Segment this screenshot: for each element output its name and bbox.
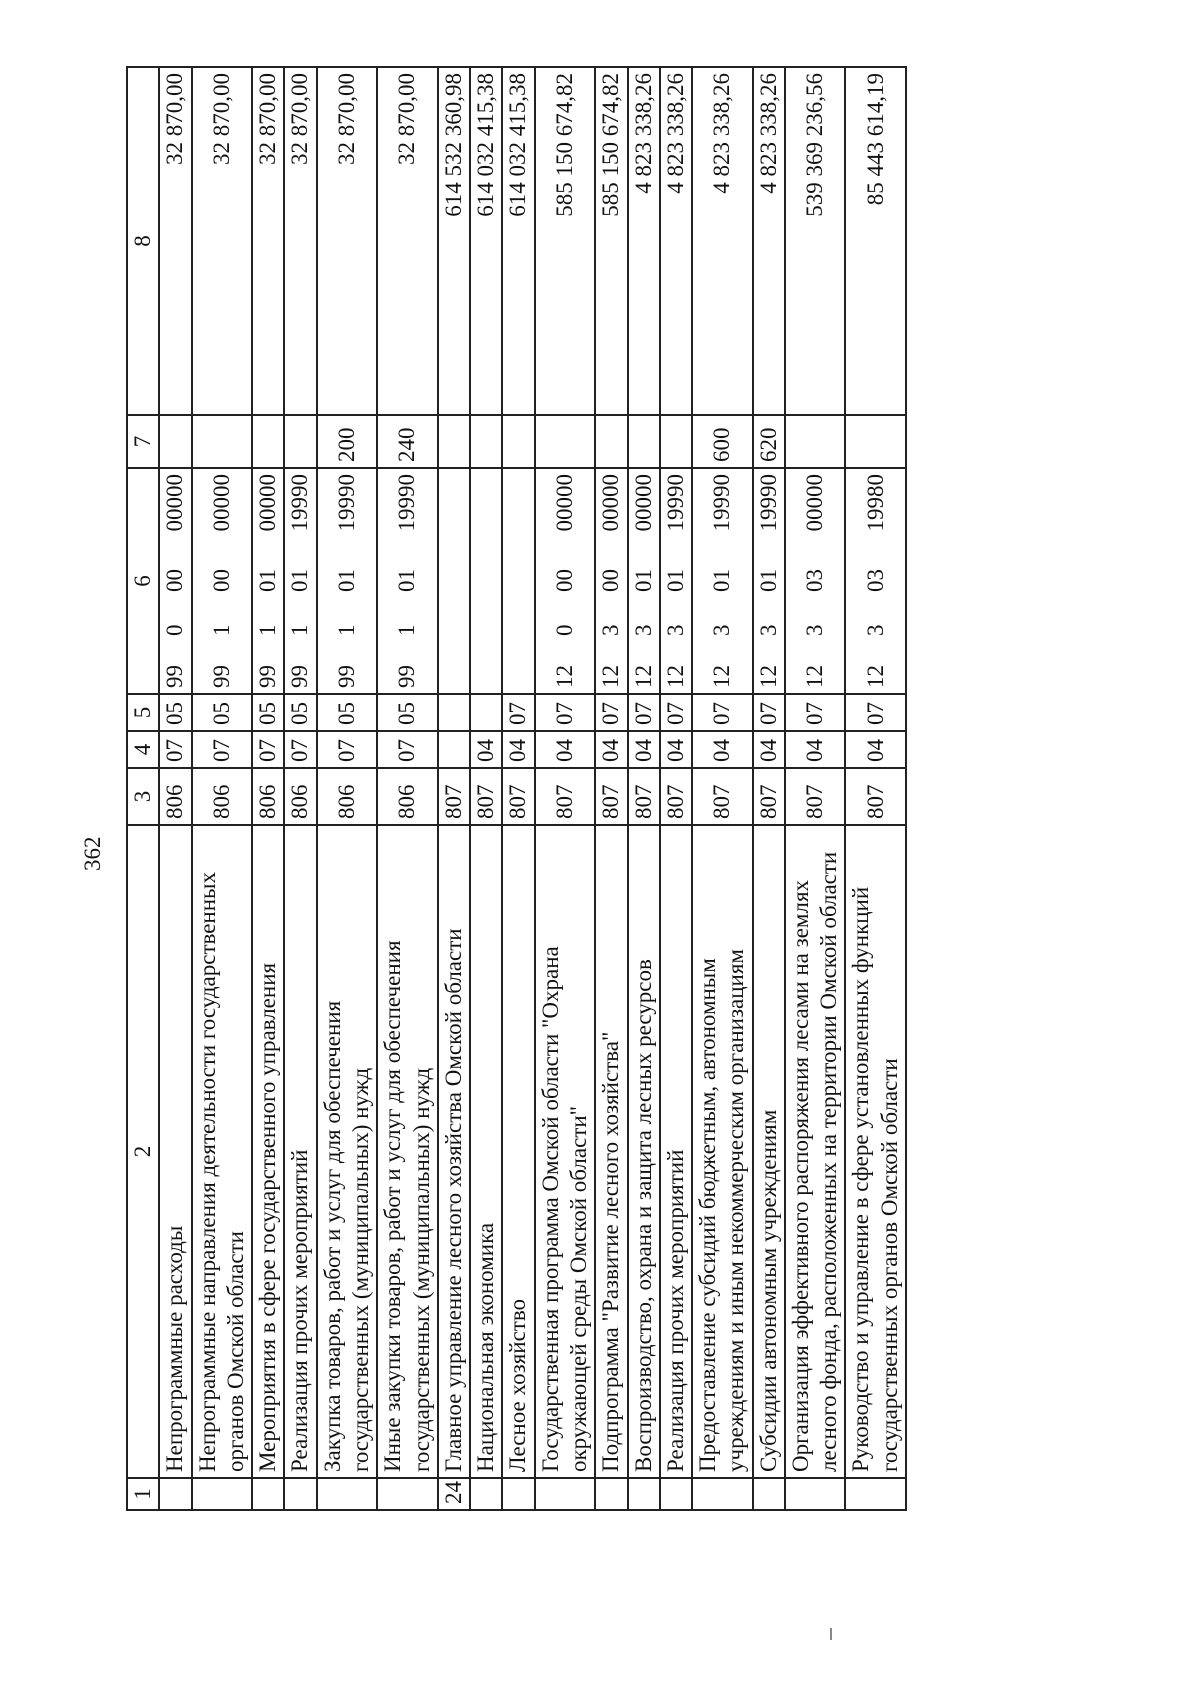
row-name: Реализация прочих мероприятий <box>284 825 316 1478</box>
section-code: 07 <box>159 731 191 768</box>
code-part: 03 <box>802 569 828 592</box>
code-part: 99 <box>333 665 359 688</box>
subsection-code: 07 <box>785 694 846 731</box>
target-article-code <box>660 468 692 694</box>
code-part: 3 <box>630 624 656 636</box>
code-part: 00 <box>598 569 624 592</box>
section-code: 04 <box>785 731 846 768</box>
code-part: 01 <box>662 569 688 592</box>
code-part: 0 <box>551 624 577 636</box>
row-name: Субсидии автономным учреждениям <box>753 825 785 1478</box>
code-part: 99 <box>162 665 188 688</box>
ministry-code: 806 <box>159 768 191 825</box>
code-part: 3 <box>755 624 781 636</box>
code-part: 99 <box>287 665 313 688</box>
table-row <box>470 67 502 1510</box>
section-code: 04 <box>595 731 627 768</box>
ministry-code: 807 <box>692 768 753 825</box>
ministry-code: 806 <box>317 768 378 825</box>
column-header: 4 <box>127 731 159 768</box>
target-article-code <box>159 468 191 694</box>
subsection-code: 07 <box>660 694 692 731</box>
section-code: 07 <box>252 731 284 768</box>
row-number <box>470 1478 502 1510</box>
row-name: Подпрограмма "Развитие лесного хозяйства" <box>595 825 627 1478</box>
code-part: 1 <box>394 624 420 636</box>
subsection-code <box>438 694 470 731</box>
amount: 32 870,00 <box>317 67 378 415</box>
amount: 32 870,00 <box>284 67 316 415</box>
target-article-code <box>628 468 660 694</box>
table-row <box>438 67 470 1510</box>
ministry-code: 806 <box>284 768 316 825</box>
subsection-code: 07 <box>753 694 785 731</box>
target-article-code <box>438 468 470 694</box>
section-code: 07 <box>192 731 253 768</box>
ministry-code: 807 <box>438 768 470 825</box>
subsection-code: 07 <box>502 694 534 731</box>
table-row <box>628 67 660 1510</box>
amount: 32 870,00 <box>377 67 438 415</box>
header-row <box>127 67 159 1510</box>
row-number <box>785 1478 846 1510</box>
ministry-code: 807 <box>785 768 846 825</box>
target-article-code <box>595 468 627 694</box>
amount: 32 870,00 <box>159 67 191 415</box>
table-row <box>159 67 191 1510</box>
section-code: 04 <box>535 731 596 768</box>
code-part: 12 <box>862 665 888 688</box>
expense-type-code <box>159 415 191 468</box>
scan-mark <box>830 1628 832 1640</box>
row-name: Непрограммные расходы <box>159 825 191 1478</box>
section-code: 04 <box>470 731 502 768</box>
code-part: 19990 <box>333 474 359 532</box>
ministry-code: 806 <box>377 768 438 825</box>
amount: 32 870,00 <box>252 67 284 415</box>
expense-type-code: 240 <box>377 415 438 468</box>
table-row <box>753 67 785 1510</box>
code-part: 19990 <box>287 474 313 532</box>
subsection-code <box>470 694 502 731</box>
row-number <box>377 1478 438 1510</box>
ministry-code: 807 <box>660 768 692 825</box>
column-header: 3 <box>127 768 159 825</box>
code-part: 01 <box>709 569 735 592</box>
table-row <box>377 67 438 1510</box>
code-part: 1 <box>287 624 313 636</box>
row-number <box>753 1478 785 1510</box>
section-code: 04 <box>660 731 692 768</box>
column-header: 5 <box>127 694 159 731</box>
target-article-code <box>317 468 378 694</box>
subsection-code: 05 <box>284 694 316 731</box>
code-part: 1 <box>333 624 359 636</box>
ministry-code: 807 <box>595 768 627 825</box>
target-article-code <box>252 468 284 694</box>
amount: 32 870,00 <box>192 67 253 415</box>
row-name: Закупка товаров, работ и услуг для обеспечения государственных (муниципальных) нужд <box>317 825 378 1478</box>
code-part: 12 <box>598 665 624 688</box>
subsection-code: 05 <box>317 694 378 731</box>
target-article-code <box>284 468 316 694</box>
code-part: 12 <box>662 665 688 688</box>
amount: 4 823 338,26 <box>753 67 785 415</box>
code-part: 99 <box>255 665 281 688</box>
amount: 614 032 415,38 <box>470 67 502 415</box>
table-row <box>502 67 534 1510</box>
expense-type-code <box>628 415 660 468</box>
code-part: 12 <box>755 665 781 688</box>
table-row <box>785 67 846 1510</box>
code-part: 99 <box>394 665 420 688</box>
amount: 539 369 236,56 <box>785 67 846 415</box>
code-part: 01 <box>255 569 281 592</box>
amount: 4 823 338,26 <box>628 67 660 415</box>
amount: 614 532 360,98 <box>438 67 470 415</box>
row-name: Непрограммные направления деятельности государственных органов Омской области <box>192 825 253 1478</box>
code-part: 19990 <box>662 474 688 532</box>
row-number <box>192 1478 253 1510</box>
table-row <box>845 67 906 1510</box>
row-name: Национальная экономика <box>470 825 502 1478</box>
row-number <box>845 1478 906 1510</box>
column-header: 8 <box>127 67 159 415</box>
code-part: 99 <box>208 665 234 688</box>
expense-type-code <box>470 415 502 468</box>
expense-type-code <box>845 415 906 468</box>
code-part: 3 <box>709 624 735 636</box>
table-row <box>317 67 378 1510</box>
amount: 614 032 415,38 <box>502 67 534 415</box>
expense-type-code <box>192 415 253 468</box>
row-number <box>595 1478 627 1510</box>
expense-type-code: 600 <box>692 415 753 468</box>
row-name: Организация эффективного распоряжения лесами на землях лесного фонда, расположенных на территории Омской области <box>785 825 846 1478</box>
subsection-code: 05 <box>159 694 191 731</box>
table-row <box>595 67 627 1510</box>
code-part: 01 <box>287 569 313 592</box>
target-article-code <box>692 468 753 694</box>
row-number <box>159 1478 191 1510</box>
row-name: Мероприятия в сфере государственного управления <box>252 825 284 1478</box>
subsection-code: 07 <box>692 694 753 731</box>
code-part: 3 <box>802 624 828 636</box>
ministry-code: 807 <box>535 768 596 825</box>
code-part: 3 <box>662 624 688 636</box>
ministry-code: 806 <box>252 768 284 825</box>
table-row <box>660 67 692 1510</box>
code-part: 0 <box>162 624 188 636</box>
code-part: 00000 <box>255 474 281 532</box>
table-row <box>284 67 316 1510</box>
table-row <box>535 67 596 1510</box>
page-number: 362 <box>80 836 105 871</box>
row-number <box>628 1478 660 1510</box>
column-header: 7 <box>127 415 159 468</box>
code-part: 03 <box>862 569 888 592</box>
expense-type-code: 620 <box>753 415 785 468</box>
column-header: 1 <box>127 1478 159 1510</box>
subsection-code: 05 <box>377 694 438 731</box>
row-name: Предоставление субсидий бюджетным, автономным учреждениям и иным некоммерческим организациям <box>692 825 753 1478</box>
rotated-page <box>80 68 966 1511</box>
code-part: 12 <box>802 665 828 688</box>
expense-type-code <box>785 415 846 468</box>
code-part: 12 <box>551 665 577 688</box>
expense-type-code <box>660 415 692 468</box>
ministry-code: 807 <box>845 768 906 825</box>
row-number <box>502 1478 534 1510</box>
budget-table <box>126 66 907 1511</box>
ministry-code: 807 <box>628 768 660 825</box>
code-part: 00 <box>162 569 188 592</box>
expense-type-code <box>535 415 596 468</box>
code-part: 00000 <box>598 474 624 532</box>
section-code: 04 <box>628 731 660 768</box>
amount: 585 150 674,82 <box>535 67 596 415</box>
row-number <box>660 1478 692 1510</box>
code-part: 19990 <box>755 474 781 532</box>
row-name: Иные закупки товаров, работ и услуг для обеспечения государственных (муниципальных) нужд <box>377 825 438 1478</box>
code-part: 19980 <box>862 474 888 532</box>
section-code: 04 <box>502 731 534 768</box>
row-name: Государственная программа Омской области "Охрана окружающей среды Омской области" <box>535 825 596 1478</box>
row-number <box>317 1478 378 1510</box>
code-part: 19990 <box>394 474 420 532</box>
expense-type-code <box>595 415 627 468</box>
section-code: 07 <box>377 731 438 768</box>
column-header: 6 <box>127 468 159 694</box>
row-name: Лесное хозяйство <box>502 825 534 1478</box>
code-part: 00000 <box>162 474 188 532</box>
code-part: 00000 <box>630 474 656 532</box>
code-part: 12 <box>630 665 656 688</box>
code-part: 00000 <box>802 474 828 532</box>
code-part: 01 <box>394 569 420 592</box>
section-code: 04 <box>753 731 785 768</box>
expense-type-code <box>284 415 316 468</box>
target-article-code <box>377 468 438 694</box>
row-name: Реализация прочих мероприятий <box>660 825 692 1478</box>
code-part: 1 <box>208 624 234 636</box>
target-article-code <box>753 468 785 694</box>
table-row <box>192 67 253 1510</box>
target-article-code <box>502 468 534 694</box>
ministry-code: 807 <box>470 768 502 825</box>
target-article-code <box>785 468 846 694</box>
code-part: 12 <box>709 665 735 688</box>
target-article-code <box>470 468 502 694</box>
code-part: 01 <box>333 569 359 592</box>
row-number <box>252 1478 284 1510</box>
code-part: 19990 <box>709 474 735 532</box>
code-part: 00000 <box>551 474 577 532</box>
row-name: Главное управление лесного хозяйства Омской области <box>438 825 470 1478</box>
row-name: Воспроизводство, охрана и защита лесных ресурсов <box>628 825 660 1478</box>
row-number: 24 <box>438 1478 470 1510</box>
expense-type-code <box>438 415 470 468</box>
section-code: 07 <box>317 731 378 768</box>
code-part: 00 <box>551 569 577 592</box>
ministry-code: 807 <box>753 768 785 825</box>
amount: 85 443 614,19 <box>845 67 906 415</box>
row-number <box>284 1478 316 1510</box>
subsection-code: 07 <box>628 694 660 731</box>
amount: 585 150 674,82 <box>595 67 627 415</box>
table-row <box>692 67 753 1510</box>
ministry-code: 807 <box>502 768 534 825</box>
table-row <box>252 67 284 1510</box>
code-part: 3 <box>862 624 888 636</box>
code-part: 1 <box>255 624 281 636</box>
target-article-code <box>845 468 906 694</box>
expense-type-code <box>502 415 534 468</box>
expense-type-code <box>252 415 284 468</box>
row-name: Руководство и управление в сфере установленных функций государственных органов Омской области <box>845 825 906 1478</box>
code-part: 00 <box>208 569 234 592</box>
code-part: 01 <box>630 569 656 592</box>
section-code: 04 <box>845 731 906 768</box>
target-article-code <box>535 468 596 694</box>
row-number <box>692 1478 753 1510</box>
section-code: 07 <box>284 731 316 768</box>
row-number <box>535 1478 596 1510</box>
code-part: 3 <box>598 624 624 636</box>
subsection-code: 07 <box>595 694 627 731</box>
section-code: 04 <box>692 731 753 768</box>
code-part: 01 <box>755 569 781 592</box>
subsection-code: 07 <box>535 694 596 731</box>
subsection-code: 05 <box>192 694 253 731</box>
ministry-code: 806 <box>192 768 253 825</box>
expense-type-code: 200 <box>317 415 378 468</box>
subsection-code: 07 <box>845 694 906 731</box>
section-code <box>438 731 470 768</box>
column-header: 2 <box>127 825 159 1478</box>
code-part: 00000 <box>208 474 234 532</box>
amount: 4 823 338,26 <box>660 67 692 415</box>
target-article-code <box>192 468 253 694</box>
subsection-code: 05 <box>252 694 284 731</box>
amount: 4 823 338,26 <box>692 67 753 415</box>
